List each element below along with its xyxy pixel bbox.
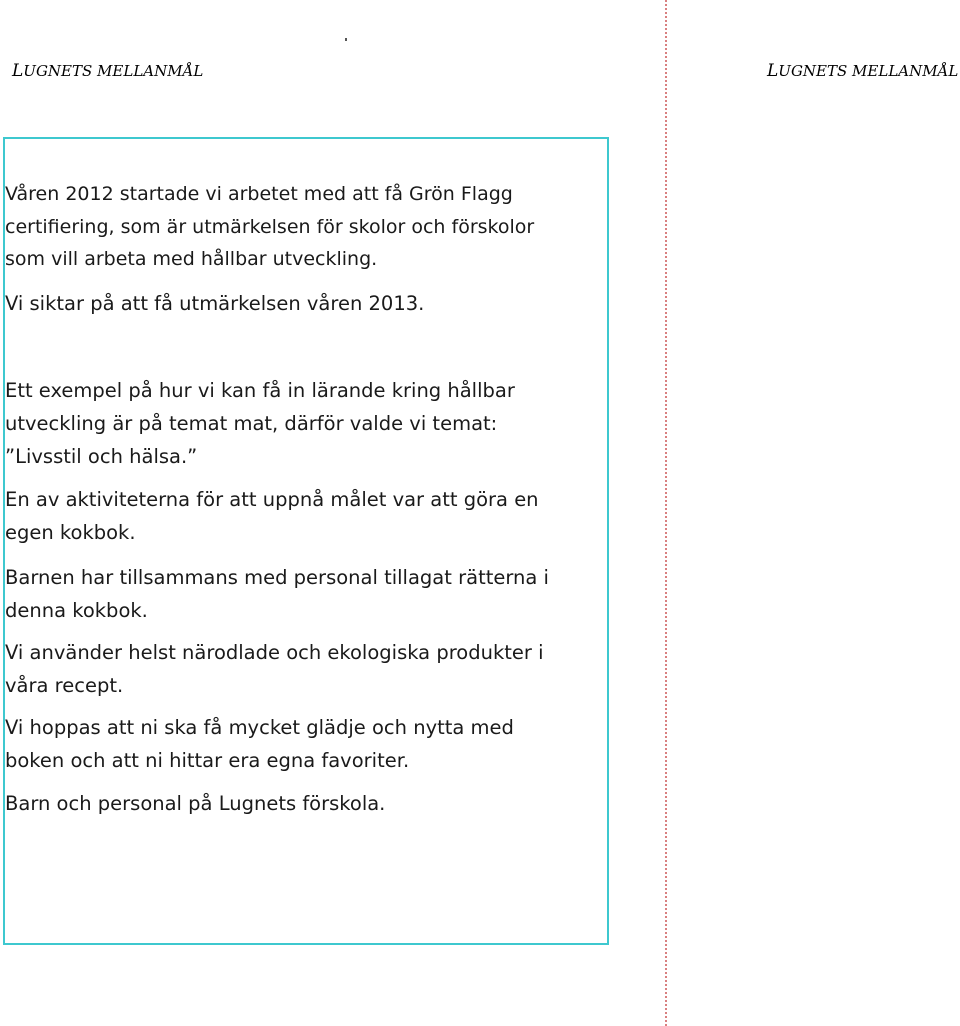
page-fold-line <box>665 0 667 1026</box>
text-line: egen kokbok. <box>5 521 136 544</box>
header-right-text: UGNETS MELLANMÅL <box>778 62 959 80</box>
text-line: Våren 2012 startade vi arbetet med att få Grön Flagg <box>5 183 513 205</box>
paragraph-cookbook <box>5 483 605 549</box>
text-line: Vi hoppas att ni ska få mycket glädje och nytta med <box>5 716 514 739</box>
text-line: våra recept. <box>5 674 124 697</box>
text-line: certifiering, som är utmärkelsen för skolor och förskolor <box>5 215 535 238</box>
text-line: ”Livsstil och hälsa.” <box>5 445 198 468</box>
paragraph-goal <box>5 287 605 320</box>
text-line: Vi siktar på att få utmärkelsen våren 2013. <box>5 292 425 315</box>
stray-mark <box>345 38 347 41</box>
text-line: En av aktiviteterna för att uppnå målet var att göra en <box>5 488 539 511</box>
text-line: Ett exempel på hur vi kan få in lärande kring hållbar <box>5 379 515 402</box>
page-header-right <box>767 61 958 81</box>
paragraph-wishes <box>5 711 605 777</box>
header-left-text: UGNETS MELLANMÅL <box>23 62 204 80</box>
paragraph-children <box>5 561 605 627</box>
text-line: Vi använder helst närodlade och ekologiska produkter i <box>5 641 544 664</box>
paragraph-signature <box>5 787 605 820</box>
page-header-left <box>12 61 203 81</box>
text-line: Barnen har tillsammans med personal tillagat rätterna i <box>5 566 549 589</box>
text-line: boken och att ni hittar era egna favoriter. <box>5 749 410 772</box>
header-right-initial: L <box>767 61 779 81</box>
header-left-initial: L <box>12 61 24 81</box>
text-line: som vill arbeta med hållbar utveckling. <box>5 248 378 270</box>
text-line: denna kokbok. <box>5 599 148 622</box>
text-line: utveckling är på temat mat, därför valde vi temat: <box>5 412 498 435</box>
paragraph-green-flag <box>5 178 605 276</box>
text-line: Barn och personal på Lugnets förskola. <box>5 792 386 815</box>
paragraph-ingredients <box>5 636 605 702</box>
paragraph-theme <box>5 374 605 473</box>
